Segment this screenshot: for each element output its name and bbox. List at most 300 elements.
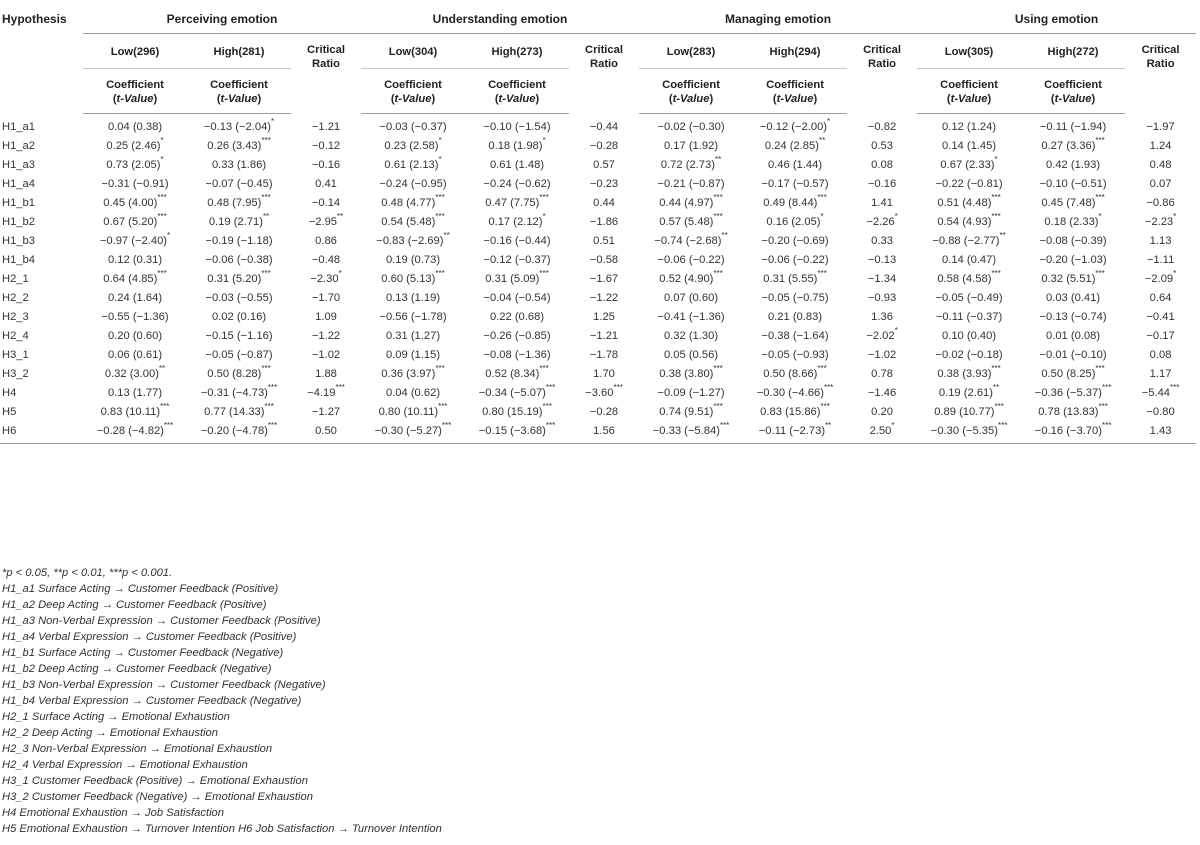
value-text: 0.23 (2.58) (384, 140, 439, 152)
value-cell (1021, 175, 1125, 194)
significance-marker: *** (545, 421, 556, 431)
value-cell (291, 232, 361, 251)
significance-marker: * (438, 155, 442, 165)
value-cell (569, 289, 639, 308)
value-text: 0.32 (1.30) (663, 330, 719, 342)
value-cell (361, 308, 465, 327)
value-cell (639, 422, 743, 444)
subheader-high: High(273) (465, 34, 569, 69)
value-text: −0.97 (−2.40) (99, 235, 168, 247)
value-text: 0.21 (0.83) (767, 311, 823, 323)
significance-marker: * (894, 212, 898, 222)
value-cell (847, 346, 917, 365)
value-cell (1125, 403, 1196, 422)
value-text: 0.83 (15.86) (760, 406, 821, 418)
value-cell (639, 327, 743, 346)
value-cell (187, 327, 291, 346)
value-cell (361, 365, 465, 384)
value-cell (569, 327, 639, 346)
value-cell (639, 403, 743, 422)
subheader-high: High(294) (743, 34, 847, 69)
value-cell (83, 365, 187, 384)
value-cell (743, 156, 847, 175)
significance-marker: *** (261, 364, 271, 374)
value-text: −2.26 (866, 216, 895, 228)
value-cell (743, 384, 847, 403)
value-cell (743, 346, 847, 365)
value-cell (847, 156, 917, 175)
value-text: 0.57 (5.48) (659, 216, 714, 228)
value-cell (465, 137, 569, 156)
value-cell (1021, 232, 1125, 251)
value-text: −0.11 (−2.73) (758, 425, 826, 437)
value-text: −0.21 (−0.87) (657, 178, 725, 190)
value-cell (1021, 422, 1125, 444)
t-value-label: t-Value (220, 93, 258, 105)
value-text: −0.16 (−3.70) (1034, 425, 1102, 437)
value-text: 0.09 (1.15) (385, 349, 441, 361)
significance-marker: *** (539, 364, 549, 374)
value-text: −1.22 (311, 330, 341, 342)
significance-marker: *** (1101, 421, 1112, 431)
value-cell (743, 232, 847, 251)
t-value-label: t-Value (950, 93, 988, 105)
value-cell (291, 327, 361, 346)
value-text: −0.05 (−0.49) (935, 292, 1003, 304)
value-text: −0.20 (−4.78) (200, 425, 268, 437)
value-text: 0.51 (4.48) (937, 197, 992, 209)
significance-marker: *** (991, 212, 1001, 222)
value-cell (187, 270, 291, 289)
significance-marker: *** (267, 383, 278, 393)
value-cell (569, 308, 639, 327)
value-cell (569, 365, 639, 384)
significance-marker: * (1098, 212, 1102, 222)
value-text: 0.72 (2.73) (660, 159, 715, 171)
value-text: 0.61 (1.48) (489, 159, 545, 171)
significance-marker: *** (1170, 383, 1180, 393)
value-text: 1.13 (1149, 235, 1172, 247)
hypothesis-legend (2, 581, 442, 837)
value-text: −0.30 (−5.35) (930, 425, 998, 437)
value-cell (917, 194, 1021, 213)
hypothesis-cell: H6 (0, 422, 83, 444)
value-text: −0.88 (−2.77) (932, 235, 1000, 247)
value-cell (465, 156, 569, 175)
value-text: −2.02 (866, 330, 895, 342)
value-text: −0.23 (589, 178, 619, 190)
value-cell (847, 251, 917, 270)
value-text: −0.82 (867, 120, 897, 133)
significance-marker: * (271, 117, 275, 127)
value-cell (1021, 114, 1125, 138)
value-cell (291, 422, 361, 444)
table-row (0, 251, 1196, 270)
significance-marker: *** (713, 269, 723, 279)
hypothesis-cell: H1_b1 (2, 197, 35, 209)
value-cell (743, 327, 847, 346)
value-text: 0.17 (2.12) (488, 216, 543, 228)
value-cell (743, 422, 847, 444)
value-text: 0.42 (1.93) (1045, 159, 1101, 171)
value-cell (465, 308, 569, 327)
significance-marker: *** (713, 402, 723, 412)
value-cell (465, 365, 569, 384)
value-text: 0.22 (0.68) (489, 311, 545, 323)
value-cell (291, 384, 361, 403)
significance-marker: *** (435, 193, 445, 203)
footnote-line: H3_1 Customer Feedback (Positive) → Emotional Exhaustion (2, 775, 308, 787)
value-cell (291, 175, 361, 194)
hypothesis-cell: H1_b2 (2, 216, 35, 228)
significance-marker: * (160, 155, 164, 165)
value-cell (187, 422, 291, 444)
value-cell (361, 346, 465, 365)
significance-marker: *** (267, 421, 278, 431)
value-cell (83, 289, 187, 308)
significance-marker: *** (1095, 136, 1105, 146)
subheader-high: High(281) (187, 34, 291, 69)
value-cell (291, 213, 361, 232)
value-text: −0.02 (−0.30) (657, 121, 725, 133)
value-cell (1021, 365, 1125, 384)
significance-marker: *** (991, 269, 1001, 279)
value-cell (639, 213, 743, 232)
value-text: −1.86 (589, 216, 619, 228)
value-text: −0.74 (−2.68) (654, 235, 722, 247)
t-value-label: t-Value (498, 93, 536, 105)
value-text: 0.36 (3.97) (381, 368, 436, 380)
significance-marker: *** (713, 212, 723, 222)
value-text: −0.20 (−1.03) (1039, 254, 1107, 266)
hypothesis-cell: H1_a4 (2, 178, 35, 190)
value-text: −1.02 (867, 349, 897, 361)
footnote-line: H1_a4 Verbal Expression → Customer Feedback (Positive) (2, 631, 297, 643)
value-text: 0.10 (0.40) (941, 330, 997, 342)
value-text: 0.80 (15.19) (482, 406, 543, 418)
value-cell (361, 156, 465, 175)
value-cell (187, 346, 291, 365)
value-cell (1125, 289, 1196, 308)
significance-marker: *** (261, 193, 271, 203)
value-text: 0.19 (2.71) (208, 216, 263, 228)
value-text: −0.10 (−1.54) (483, 121, 551, 133)
value-text: −0.16 (867, 178, 897, 190)
value-text: 0.50 (8.25) (1041, 368, 1096, 380)
value-cell (917, 403, 1021, 422)
value-text: −0.10 (−0.51) (1039, 178, 1107, 190)
value-text: −0.17 (1146, 330, 1175, 342)
value-cell (917, 289, 1021, 308)
footnote-line: H5 Emotional Exhaustion → Turnover Intention H6 Job Satisfaction → Turnover Intention (2, 823, 442, 835)
t-value-label: t-Value (116, 93, 154, 105)
value-text: −0.06 (−0.22) (657, 254, 725, 266)
value-text: −3.60 (585, 387, 614, 399)
value-cell (1125, 137, 1196, 156)
value-text: −0.03 (−0.37) (379, 121, 447, 133)
value-text: 0.54 (5.48) (381, 216, 436, 228)
value-text: −0.04 (−0.54) (483, 292, 551, 304)
table-row (0, 232, 1196, 251)
hypothesis-cell: H2_2 (2, 292, 29, 304)
value-cell (847, 213, 917, 232)
value-text: 0.48 (4.77) (381, 197, 436, 209)
value-cell (569, 346, 639, 365)
significance-marker: *** (542, 402, 552, 412)
significance-marker: ** (992, 383, 1000, 393)
value-cell (743, 289, 847, 308)
group-header-managing: Managing emotion (639, 4, 917, 34)
significance-marker: * (894, 326, 898, 336)
table-row (0, 403, 1196, 422)
value-cell (917, 327, 1021, 346)
significance-note: *p < 0.05, **p < 0.01, ***p < 0.001. (2, 567, 173, 579)
significance-marker: ** (721, 231, 728, 241)
value-cell (917, 175, 1021, 194)
value-cell (1125, 213, 1196, 232)
value-text: −0.28 (589, 140, 619, 152)
value-cell (917, 308, 1021, 327)
value-cell (291, 365, 361, 384)
value-cell (847, 194, 917, 213)
value-text: −1.34 (867, 273, 897, 285)
value-cell (83, 156, 187, 175)
value-cell (569, 137, 639, 156)
value-text: −0.01 (−0.10) (1039, 349, 1107, 361)
footnote-line: H2_4 Verbal Expression → Emotional Exhaustion (2, 759, 248, 771)
value-cell (569, 251, 639, 270)
value-cell (743, 308, 847, 327)
value-text: 0.52 (8.34) (485, 368, 540, 380)
value-cell (847, 232, 917, 251)
significance-marker: *** (817, 364, 827, 374)
value-text: −2.30 (310, 273, 339, 285)
value-cell (639, 308, 743, 327)
value-cell (187, 114, 291, 138)
value-text: 0.44 (4.97) (659, 197, 714, 209)
value-text: 1.25 (593, 311, 615, 323)
value-cell (1125, 346, 1196, 365)
value-cell (291, 251, 361, 270)
value-cell (465, 213, 569, 232)
value-text: −5.44 (1141, 387, 1171, 399)
value-cell (639, 289, 743, 308)
table-row (0, 213, 1196, 232)
significance-marker: * (160, 136, 164, 146)
critical-ratio-header: Critical Ratio (585, 44, 623, 70)
value-text: −1.11 (1146, 254, 1175, 266)
value-text: −0.11 (−0.37) (935, 311, 1003, 323)
value-cell (917, 270, 1021, 289)
significance-marker: ** (818, 136, 826, 146)
significance-marker: *** (435, 269, 445, 279)
value-text: −0.31 (−4.73) (200, 387, 268, 399)
value-text: 0.58 (4.58) (937, 273, 992, 285)
value-cell (465, 384, 569, 403)
value-cell (639, 194, 743, 213)
table-row (0, 114, 1196, 138)
table-row (0, 137, 1196, 156)
value-text: −0.28 (−4.82) (96, 425, 164, 437)
value-cell (917, 365, 1021, 384)
t-value-label: t-Value (776, 93, 814, 105)
value-cell (187, 194, 291, 213)
value-text: −0.08 (−0.39) (1039, 235, 1107, 247)
value-text: 0.54 (4.93) (937, 216, 992, 228)
value-cell (187, 251, 291, 270)
significance-marker: * (1173, 269, 1177, 279)
value-cell (187, 308, 291, 327)
value-cell (917, 251, 1021, 270)
value-cell (1021, 384, 1125, 403)
value-cell (1125, 384, 1196, 403)
value-cell (465, 114, 569, 138)
value-text: 2.50 (869, 425, 892, 437)
significance-marker: ** (262, 212, 270, 222)
value-cell (847, 308, 917, 327)
value-text: 0.38 (3.93) (937, 368, 992, 380)
value-cell (1125, 365, 1196, 384)
value-cell (291, 137, 361, 156)
value-text: −0.14 (311, 197, 341, 209)
value-cell (1021, 213, 1125, 232)
value-text: −0.86 (1146, 197, 1175, 209)
value-text: −0.17 (−0.57) (761, 178, 829, 190)
value-cell (361, 232, 465, 251)
value-cell (187, 213, 291, 232)
significance-marker: *** (1095, 269, 1105, 279)
table-row (0, 365, 1196, 384)
value-cell (569, 213, 639, 232)
value-text: 0.83 (10.11) (100, 406, 161, 418)
table-header (0, 4, 1196, 114)
footnote-line: H2_2 Deep Acting → Emotional Exhaustion (2, 727, 218, 739)
value-text: 0.50 (8.28) (207, 368, 262, 380)
value-text: −0.93 (867, 292, 897, 304)
footnote-line: H1_a3 Non-Verbal Expression → Customer Feedback (Positive) (2, 615, 321, 627)
value-cell (291, 346, 361, 365)
coefficient-label: Coefficient (1044, 79, 1102, 91)
value-text: 1.41 (871, 197, 893, 209)
t-value-label: t-Value (394, 93, 432, 105)
value-cell (569, 403, 639, 422)
hypothesis-cell: H5 (2, 406, 17, 418)
value-text: 1.09 (315, 311, 337, 323)
value-text: 0.48 (7.95) (207, 197, 262, 209)
subheader-row (0, 34, 1196, 69)
value-text: −0.16 (311, 159, 341, 171)
footnote-line: H1_b4 Verbal Expression → Customer Feedback (Negative) (2, 695, 302, 707)
value-text: 0.13 (1.77) (107, 387, 163, 399)
significance-marker: *** (435, 212, 445, 222)
value-text: 0.77 (14.33) (204, 406, 265, 418)
value-text: 0.80 (10.11) (378, 406, 439, 418)
value-text: −0.13 (−2.04) (203, 121, 272, 133)
value-cell (361, 384, 465, 403)
value-text: 0.78 (13.83) (1038, 406, 1099, 418)
value-cell (639, 175, 743, 194)
value-text: −1.22 (589, 292, 619, 304)
value-text: 0.24 (1.64) (107, 292, 163, 304)
value-cell (291, 156, 361, 175)
value-cell (83, 270, 187, 289)
value-cell (847, 384, 917, 403)
value-text: −0.30 (−4.66) (756, 387, 824, 399)
value-cell (1021, 270, 1125, 289)
subheader-low: Low(283) (639, 34, 743, 69)
hypothesis-cell: H4 (2, 387, 17, 399)
value-text: 0.64 (1149, 292, 1172, 304)
value-cell (465, 251, 569, 270)
significance-marker: * (820, 212, 824, 222)
value-text: 0.17 (1.92) (663, 140, 719, 152)
value-text: −0.08 (−1.36) (483, 349, 551, 361)
value-text: 0.47 (7.75) (485, 197, 540, 209)
value-cell (743, 213, 847, 232)
significance-marker: * (891, 421, 895, 431)
value-cell (1125, 422, 1196, 444)
value-text: −4.19 (307, 387, 336, 399)
value-cell (465, 232, 569, 251)
coefficient-label: Coefficient (940, 79, 998, 91)
value-text: 0.12 (1.24) (941, 121, 997, 133)
value-text: 0.67 (5.20) (103, 216, 158, 228)
value-text: −0.13 (−0.74) (1039, 311, 1107, 323)
value-text: 0.03 (0.41) (1045, 292, 1101, 304)
table-row (0, 156, 1196, 175)
value-cell (1125, 194, 1196, 213)
value-text: −0.58 (589, 254, 619, 266)
value-text: −0.09 (−1.27) (657, 387, 725, 399)
hypothesis-cell: H2_3 (2, 311, 29, 323)
coefficient-header: Coefficient (t-Value) (83, 69, 187, 114)
value-text: −0.12 (311, 140, 341, 152)
value-cell (465, 422, 569, 444)
significance-marker: * (542, 212, 546, 222)
footnote-line: H4 Emotional Exhaustion → Job Satisfaction (2, 807, 225, 819)
value-cell (917, 156, 1021, 175)
value-text: 0.01 (0.08) (1045, 330, 1101, 342)
value-cell (743, 251, 847, 270)
significance-marker: ** (337, 212, 344, 222)
value-cell (465, 289, 569, 308)
value-cell (569, 384, 639, 403)
value-cell (187, 365, 291, 384)
value-text: −0.15 (−1.16) (205, 330, 273, 342)
coefficient-header: Coefficient (t-Value) (465, 69, 569, 114)
value-text: 0.08 (1149, 349, 1172, 361)
value-text: 0.16 (2.05) (766, 216, 821, 228)
value-cell (361, 327, 465, 346)
t-value-label: t-Value (1054, 93, 1092, 105)
value-cell (465, 403, 569, 422)
significance-marker: *** (1095, 193, 1105, 203)
value-cell (639, 137, 743, 156)
value-cell (361, 422, 465, 444)
value-cell (1125, 156, 1196, 175)
value-text: 0.86 (315, 235, 337, 247)
hypothesis-cell: H1_b4 (2, 254, 35, 266)
value-text: −0.02 (−0.18) (935, 349, 1003, 361)
value-cell (187, 384, 291, 403)
critical-ratio-header: Critical Ratio (863, 44, 901, 70)
value-text: 1.36 (871, 311, 893, 323)
significance-marker: *** (613, 383, 623, 393)
value-text: 0.31 (5.09) (485, 273, 540, 285)
value-cell (361, 270, 465, 289)
value-cell (569, 422, 639, 444)
value-text: 0.07 (1149, 178, 1172, 190)
